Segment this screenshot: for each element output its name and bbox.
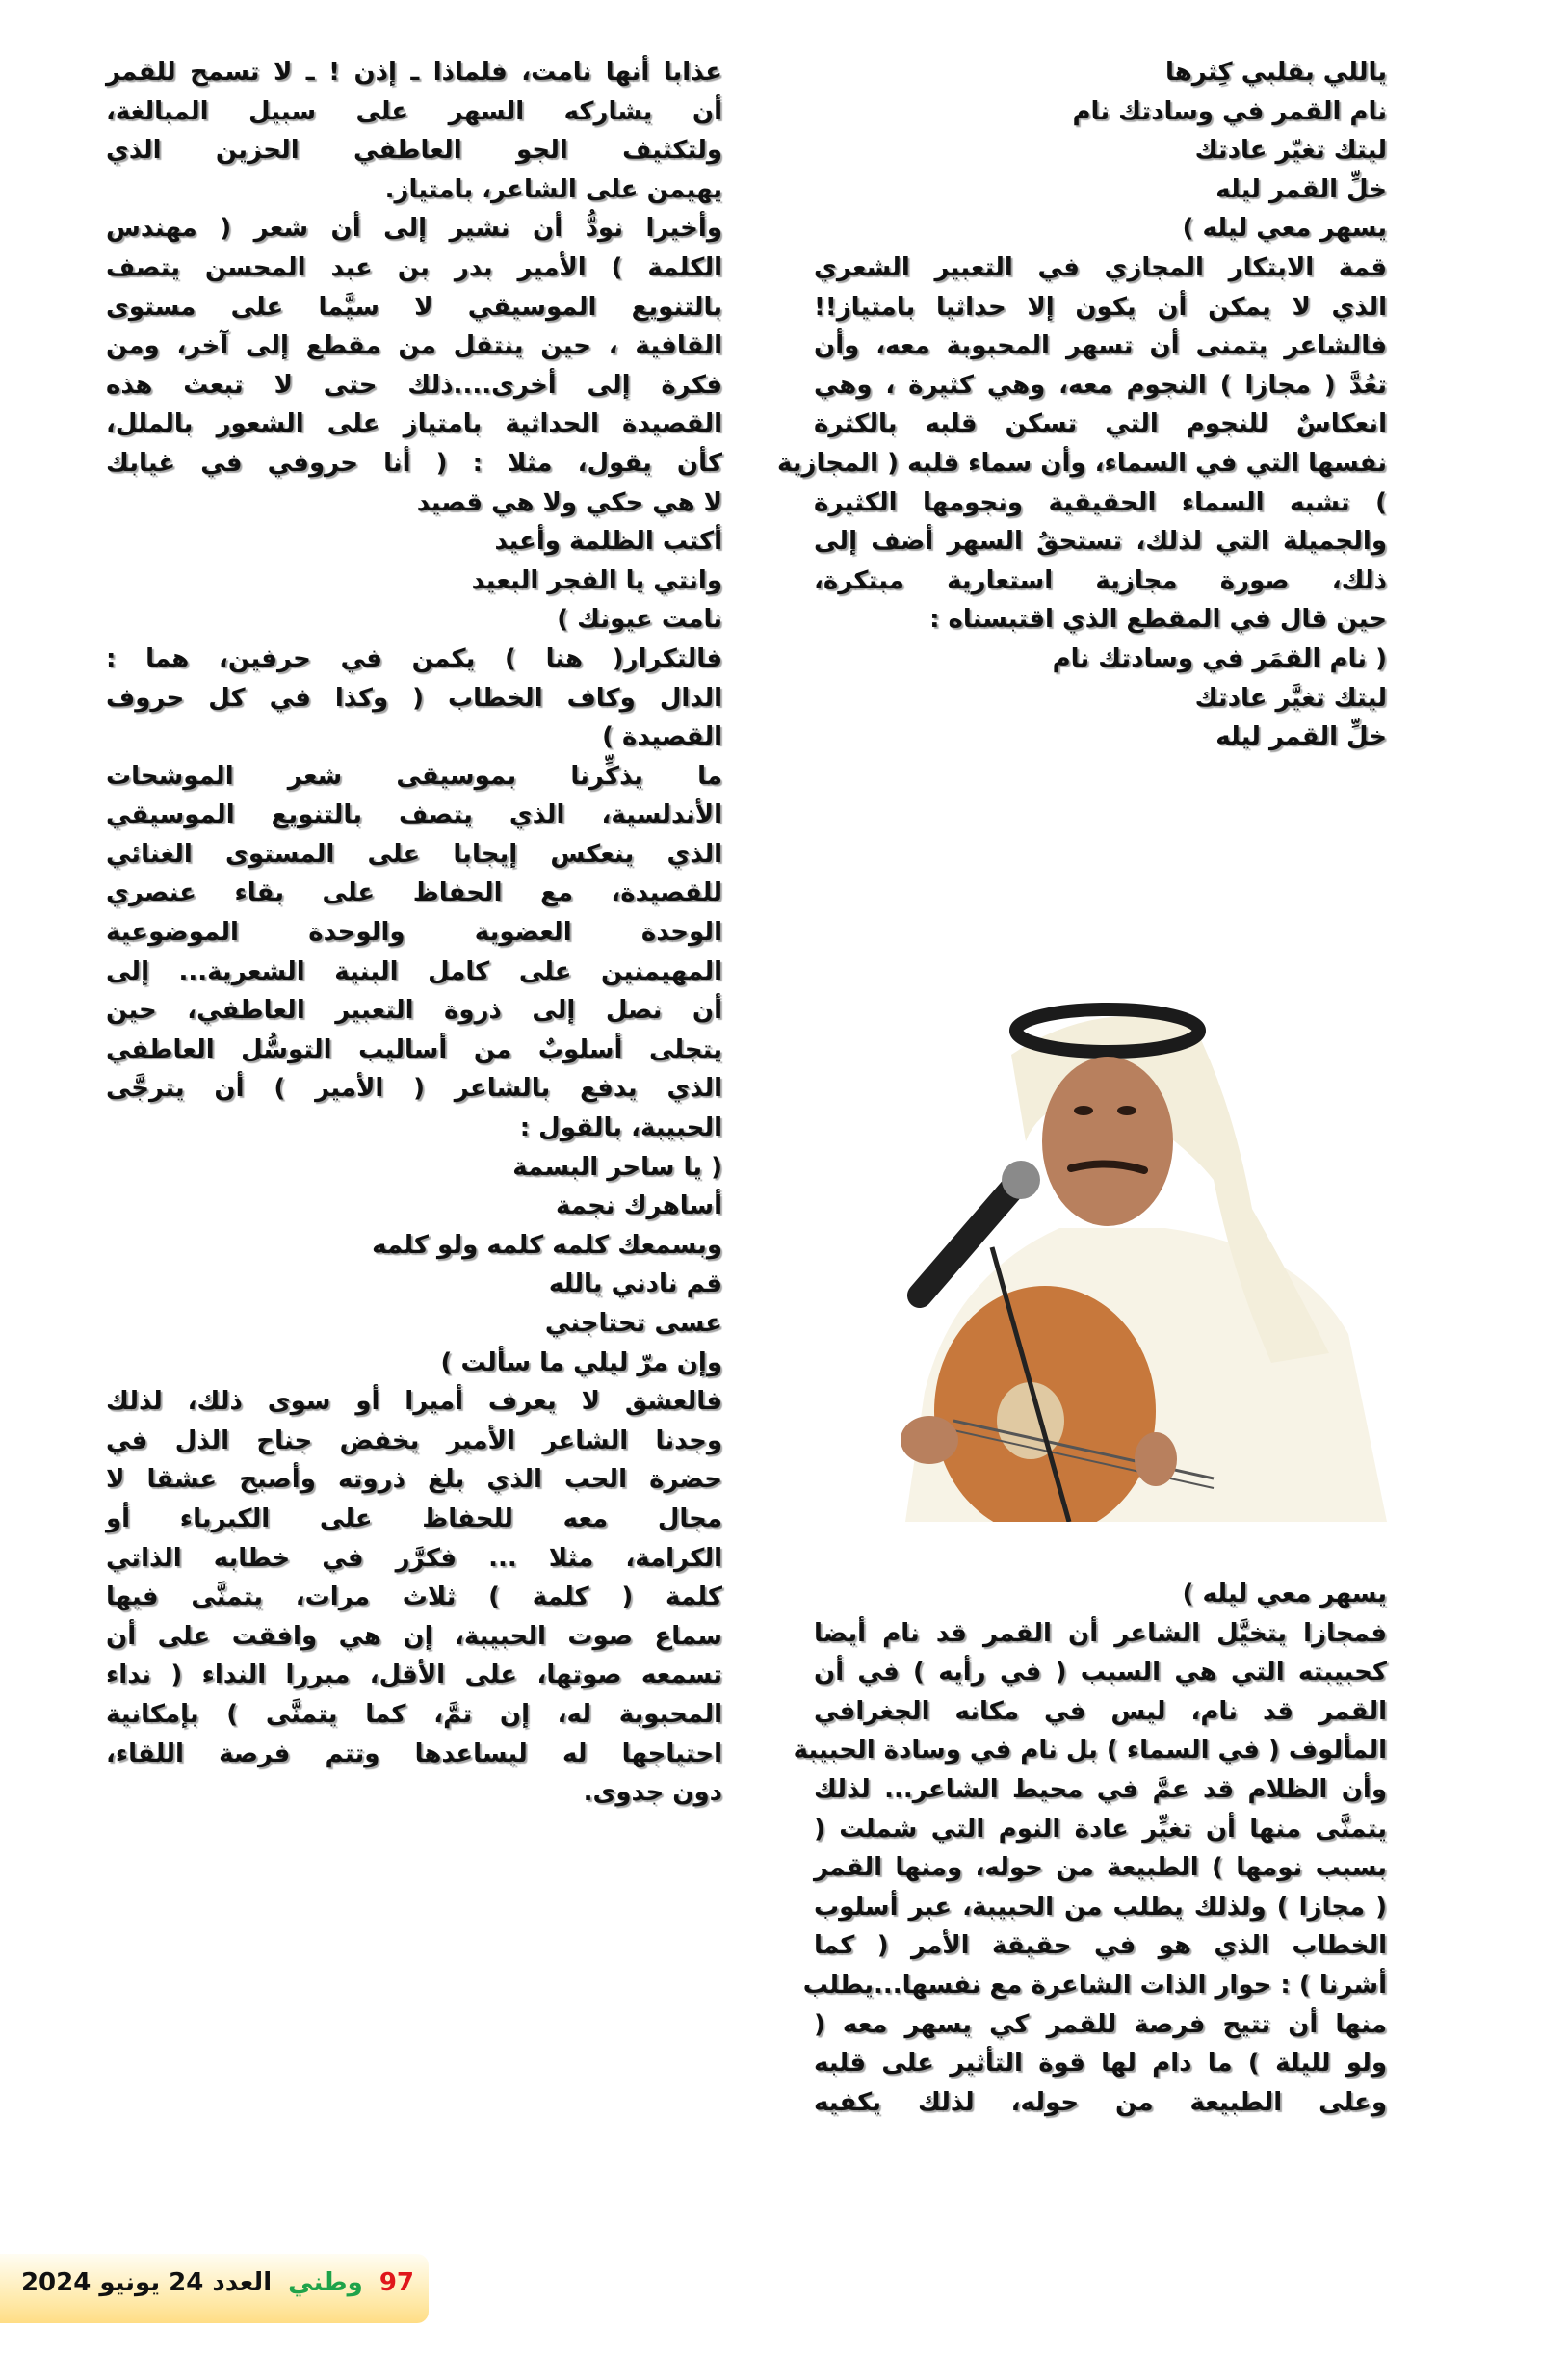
article-line: لا هي حكي ولا هي قصيد: [416, 487, 722, 517]
article-line: أساهرك نجمة: [555, 1191, 722, 1221]
issue-date: العدد 24 يونيو 2024: [20, 2268, 273, 2297]
article-line: فكرة إلى أخرى....ذلك حتى لا تبعث هذه: [106, 370, 722, 400]
article-line: يسهر معي ليله ): [1182, 1580, 1387, 1608]
article-line: وانتي يا الفجر البعيد: [471, 565, 722, 595]
article-line: يتمنَّى منها أن تغيِّر عادة النوم التي شملت (: [814, 1814, 1387, 1844]
article-line: بسبب نومها ) الطبيعة من حوله، ومنها القمر: [814, 1853, 1387, 1883]
article-line: الحبيبة، بالقول :: [519, 1113, 722, 1143]
article-line: أن نصل إلى ذروة التعبير العاطفي، حين: [106, 996, 722, 1026]
article-line: سماع صوت الحبيبة، إن هي وافقت على أن: [106, 1621, 722, 1651]
article-line: القصيدة الحداثية بامتياز على الشعور بالملل،: [106, 409, 722, 439]
article-column-right-top: [776, 53, 1387, 757]
article-line: الأندلسية، الذي يتصف بالتنويع الموسيقي: [106, 800, 722, 830]
article-line: الكلمة ) الأمير بدر بن عبد المحسن يتصف: [106, 252, 722, 282]
article-line: وإن مرّ ليلي ما سألت ): [440, 1347, 722, 1377]
article-line: قمة الابتكار المجازي في التعبير الشعري: [814, 252, 1387, 282]
article-line: يهيمن على الشاعر، بامتياز.: [384, 174, 722, 204]
article-line: تعُدَّ ( مجازا ) النجوم معه، وهي كثيرة ، وهي: [814, 370, 1387, 400]
article-line: فالشاعر يتمنى أن تسهر المحبوبة معه، وأن: [814, 331, 1387, 361]
article-line: المهيمنين على كامل البنية الشعرية... إلى: [106, 956, 722, 986]
article-line: ( نام القمَر في وسادتك نام: [1052, 643, 1387, 673]
article-line: ليتك تغيَّر عادتك: [1194, 683, 1387, 713]
article-line: وبسمعك كلمه كلمه ولو كلمه: [372, 1230, 722, 1260]
article-line: بالتنويع الموسيقي لا سيَّما على مستوى: [106, 292, 722, 322]
article-line: ذلك، صورة مجازية استعارية مبتكرة،: [814, 565, 1387, 595]
article-line: فالعشق لا يعرف أميرا أو سوى ذلك، لذلك: [106, 1387, 722, 1417]
article-line: خلِّ القمر ليله: [1215, 174, 1387, 204]
article-line: قم نادني يالله: [548, 1269, 722, 1299]
article-line: نفسها التي في السماء، وأن سماء قلبه ( المجازية: [776, 448, 1387, 478]
article-line: ليتك تغيّر عادتك: [1194, 136, 1387, 166]
article-line: القمر قد نام، ليس في مكانه الجغرافي: [814, 1696, 1387, 1726]
article-line: وجدنا الشاعر الأمير يخفض جناح الذل في: [106, 1425, 722, 1455]
article-line: أشرنا ) : حوار الذات الشاعرة مع نفسها...يطلب: [802, 1970, 1387, 2000]
article-column-left: [106, 53, 722, 1813]
article-line: تسمعه صوتها، على الأقل، مبررا النداء ( نداء: [106, 1661, 722, 1690]
article-line: ياللي بقلبي كِثرها: [1164, 58, 1387, 87]
article-line: الخطاب الذي هو في حقيقة الأمر ( كما: [814, 1931, 1387, 1961]
article-line: كحبيبته التي هي السبب ( في رأيه ) في أن: [814, 1658, 1387, 1687]
footer-page-info: [20, 2268, 414, 2297]
magazine-name: وطني: [288, 2268, 363, 2297]
article-line: حين قال في المقطع الذي اقتبسناه :: [929, 605, 1387, 635]
article-line: انعكاسٌ للنجوم التي تسكن قلبه بالكثرة: [814, 409, 1387, 439]
article-line: منها أن تتيح فرصة للقمر كي يسهر معه (: [814, 2009, 1387, 2039]
article-line: احتياجها له ليساعدها وتتم فرصة اللقاء،: [106, 1739, 722, 1768]
article-line: القصيدة ): [602, 722, 722, 752]
article-line: وأخيرا نودُّ أن نشير إلى أن شعر ( مهندس: [106, 214, 722, 244]
face-shape: [1042, 1057, 1173, 1226]
article-line: المحبوبة له، إن تمَّ، كما يتمنَّى ) بإمكانية: [106, 1699, 722, 1729]
article-line: ولو لليلة ) ما دام لها قوة التأثير على قلبه: [814, 2049, 1387, 2079]
article-line: نامت عيونك ): [557, 605, 722, 635]
article-line: ولتكثيف الجو العاطفي الحزين الذي: [106, 136, 722, 166]
article-line: عسى تحتاجني: [544, 1309, 722, 1338]
article-line: مجال معه للحفاظ على الكبرياء أو: [106, 1504, 722, 1533]
article-line: كلمة ( كلمة ) ثلاث مرات، يتمنَّى فيها: [106, 1582, 722, 1612]
article-line: والجميلة التي لذلك، تستحقُ السهر أضف إلى: [814, 527, 1387, 557]
article-line: الذي لا يمكن أن يكون إلا حداثيا بامتياز!!: [814, 292, 1387, 322]
article-line: وعلى الطبيعة من حوله، لذلك يكفيه: [814, 2087, 1387, 2117]
article-line: نام القمر في وسادتك نام: [1072, 96, 1387, 126]
article-line: ( مجازا ) ولذلك يطلب من الحبيبة، عبر أسلوب: [814, 1892, 1387, 1922]
article-line: للقصيدة، مع الحفاظ على بقاء عنصري: [106, 878, 722, 908]
article-line: كأن يقول، مثلا : ( أنا حروفي في غيابك: [106, 448, 722, 478]
article-line: ) تشبه السماء الحقيقية ونجومها الكثيرة: [814, 487, 1387, 517]
article-line: أكتب الظلمة وأعيد: [494, 527, 722, 557]
article-line: وأن الظلام قد عمَّ في محيط الشاعر... لذلك: [814, 1774, 1387, 1804]
article-line: الذي ينعكس إيجابا على المستوى الغنائي: [106, 839, 722, 869]
article-line: ( يا ساحر البسمة: [512, 1152, 722, 1182]
article-line: يسهر معي ليله ): [1182, 214, 1387, 244]
article-line: ما يذكِّرنا بموسيقى شعر الموشحات: [106, 761, 722, 791]
article-column-right-bottom: [793, 1575, 1387, 2122]
article-line: المألوف ( في السماء ) بل نام في وسادة الحبيبة: [793, 1736, 1387, 1765]
article-line: الكرامة، مثلا ... فكرَّر في خطابه الذاتي: [106, 1543, 722, 1573]
article-line: دون جدوى.: [583, 1778, 722, 1808]
article-line: الذي يدفع بالشاعر ( الأمير ) أن يترجَّى: [106, 1074, 722, 1104]
article-line: القافية ، حين ينتقل من مقطع إلى آخر، ومن: [106, 331, 722, 361]
page-number: 97: [379, 2268, 414, 2297]
article-line: الوحدة العضوية والوحدة الموضوعية: [106, 918, 722, 948]
article-line: الدال وكاف الخطاب ( وكذا في كل حروف: [106, 683, 722, 713]
article-photo-singer-with-oud: [848, 987, 1445, 1522]
article-line: يتجلى أسلوبٌ من أساليب التوسُّل العاطفي: [106, 1034, 722, 1064]
article-line: فالتكرار( هنا ) يكمن في حرفين، هما :: [106, 643, 722, 673]
article-line: أن يشاركه السهر على سبيل المبالغة،: [106, 96, 722, 126]
article-line: فمجازا يتخيَّل الشاعر أن القمر قد نام أيضا: [814, 1618, 1387, 1648]
article-line: حضرة الحب الذي بلغ ذروته وأصبح عشقا لا: [106, 1465, 722, 1495]
article-line: خلِّ القمر ليله: [1215, 722, 1387, 752]
article-line: عذابا أنها نامت، فلماذا ـ إذن ! ـ لا تسمح للقمر: [106, 58, 722, 87]
